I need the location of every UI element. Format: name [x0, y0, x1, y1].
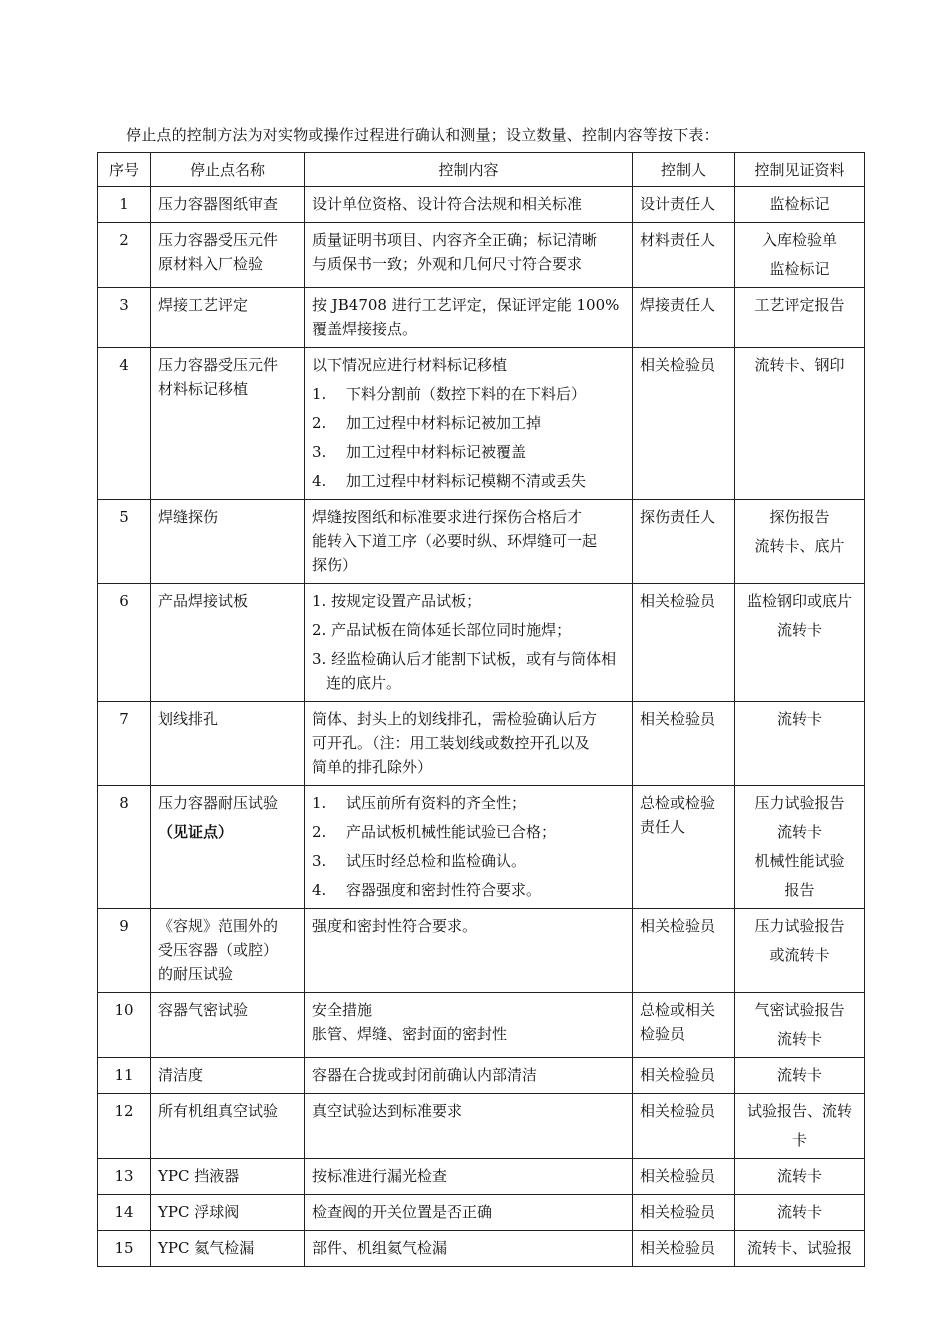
- control-content: [305, 187, 633, 223]
- header-person: 控制人: [633, 153, 735, 187]
- table-row: [98, 786, 865, 909]
- list-number: 4.: [312, 881, 327, 899]
- controller-line: 检验员: [640, 1025, 686, 1043]
- header-evidence: 控制见证资料: [735, 153, 865, 187]
- control-content: [305, 993, 633, 1058]
- content-list-item: [312, 820, 625, 844]
- row-number: 3: [98, 288, 151, 348]
- name-line: 压力容器耐压试验: [158, 794, 279, 812]
- evidence-line: 压力试验报告: [754, 917, 845, 935]
- stop-point-name: [151, 786, 305, 909]
- content-list-item: [312, 469, 625, 493]
- control-content: [305, 702, 633, 786]
- control-content: [305, 500, 633, 584]
- control-content: [305, 288, 633, 348]
- evidence-line: 流转卡: [776, 621, 822, 639]
- header-name: 停止点名称: [151, 153, 305, 187]
- stop-point-name: [151, 702, 305, 786]
- control-content: [305, 786, 633, 909]
- evidence-line: 探伤报告: [769, 508, 830, 526]
- evidence-documents: [735, 702, 865, 786]
- controller: [633, 1094, 735, 1159]
- evidence-line: 流转卡: [776, 1066, 822, 1084]
- list-number: 1.: [312, 794, 327, 812]
- control-content: [305, 223, 633, 288]
- row-number: 13: [98, 1159, 151, 1195]
- evidence-line: 气密试验报告: [754, 1001, 845, 1019]
- header-content: 控制内容: [305, 153, 633, 187]
- table-row: [98, 223, 865, 288]
- controller: [633, 702, 735, 786]
- table-row: [98, 1058, 865, 1094]
- content-list-item: [312, 791, 625, 815]
- list-number: 2.: [312, 823, 327, 841]
- name-line: 材料标记移植: [158, 380, 249, 398]
- name-line: 产品焊接试板: [158, 592, 249, 610]
- table-row: [98, 584, 865, 702]
- controller: [633, 223, 735, 288]
- stop-point-name: [151, 288, 305, 348]
- content-line: 焊缝按图纸和标准要求进行探伤合格后才: [312, 508, 583, 526]
- row-number: 11: [98, 1058, 151, 1094]
- evidence-line: 监检钢印或底片: [746, 592, 852, 610]
- evidence-line: 压力试验报告: [754, 794, 845, 812]
- stop-point-name: [151, 909, 305, 993]
- name-line: 所有机组真空试验: [158, 1102, 279, 1120]
- content-line: 安全措施: [312, 1001, 373, 1019]
- controller: [633, 786, 735, 909]
- control-content: [305, 584, 633, 702]
- table-row: [98, 1195, 865, 1231]
- evidence-line: 监检标记: [769, 195, 830, 213]
- header-no: 序号: [98, 153, 151, 187]
- evidence-documents: [735, 909, 865, 993]
- evidence-documents: [735, 786, 865, 909]
- content-line: 部件、机组氦气检漏: [312, 1239, 448, 1257]
- controller: [633, 1195, 735, 1231]
- content-line: 按 JB4708 进行工艺评定，保证评定能 100%: [312, 296, 620, 314]
- content-line: 能转入下道工序（必要时纵、环焊缝可一起: [312, 532, 598, 550]
- evidence-line: 流转卡: [776, 1030, 822, 1048]
- row-number: 1: [98, 187, 151, 223]
- stop-point-name: [151, 500, 305, 584]
- intro-text: 停止点的控制方法为对实物或操作过程进行确认和测量；设立数量、控制内容等按下表：: [126, 126, 719, 144]
- stop-point-name: [151, 223, 305, 288]
- evidence-line: 流转卡、钢印: [754, 356, 845, 374]
- evidence-line: 试验报告、流转: [746, 1102, 852, 1120]
- list-number: 4.: [312, 472, 327, 490]
- evidence-line: 卡: [791, 1131, 807, 1149]
- controller: [633, 993, 735, 1058]
- row-number: 5: [98, 500, 151, 584]
- stop-point-name: [151, 1159, 305, 1195]
- list-text: 加工过程中材料标记被加工掉: [346, 414, 542, 432]
- controller-line: 相关检验员: [640, 1167, 716, 1185]
- stop-point-name: [151, 1094, 305, 1159]
- controller-line: 相关检验员: [640, 1066, 716, 1084]
- content-line: 强度和密封性符合要求。: [312, 917, 478, 935]
- evidence-line: 或流转卡: [769, 946, 830, 964]
- content-line: 质量证明书项目、内容齐全正确；标记清晰: [312, 231, 598, 249]
- controller-line: 责任人: [640, 818, 686, 836]
- row-number: 14: [98, 1195, 151, 1231]
- evidence-line: 流转卡: [776, 1167, 822, 1185]
- evidence-documents: [735, 993, 865, 1058]
- controller-line: 相关检验员: [640, 917, 716, 935]
- row-number: 15: [98, 1231, 151, 1267]
- content-line: 覆盖焊接接点。: [312, 320, 418, 338]
- controller-line: 探伤责任人: [640, 508, 716, 526]
- table-row: [98, 288, 865, 348]
- controller-line: 总检或检验: [640, 794, 716, 812]
- control-content: [305, 1058, 633, 1094]
- content-line: 设计单位资格、设计符合法规和相关标准: [312, 195, 583, 213]
- controller: [633, 1231, 735, 1267]
- content-list-item: 3. 经监检确认后才能割下试板，或有与筒体相连的底片。: [312, 650, 617, 692]
- evidence-line: 报告: [784, 881, 815, 899]
- controller: [633, 909, 735, 993]
- evidence-line: 工艺评定报告: [754, 296, 845, 314]
- controller-line: 设计责任人: [640, 195, 716, 213]
- list-text: 试压时经总检和监检确认。: [346, 852, 527, 870]
- list-text: 加工过程中材料标记被覆盖: [346, 443, 527, 461]
- table-row: [98, 187, 865, 223]
- evidence-documents: [735, 1159, 865, 1195]
- controller: [633, 348, 735, 500]
- controller-line: 总检或相关: [640, 1001, 716, 1019]
- controller: [633, 288, 735, 348]
- control-content: [305, 348, 633, 500]
- control-content: [305, 909, 633, 993]
- control-content: [305, 1231, 633, 1267]
- evidence-documents: [735, 348, 865, 500]
- evidence-line: 机械性能试验: [754, 852, 845, 870]
- evidence-documents: [735, 187, 865, 223]
- evidence-line: 入库检验单: [761, 231, 837, 249]
- content-line: 容器在合拢或封闭前确认内部清洁: [312, 1066, 538, 1084]
- evidence-documents: [735, 1094, 865, 1159]
- stop-point-name: [151, 348, 305, 500]
- controller-line: 焊接责任人: [640, 296, 716, 314]
- controller-line: 相关检验员: [640, 356, 716, 374]
- controller-line: 材料责任人: [640, 231, 716, 249]
- content-line: 检查阀的开关位置是否正确: [312, 1203, 493, 1221]
- content-line: 胀管、焊缝、密封面的密封性: [312, 1025, 508, 1043]
- content-list-item: 2. 产品试板在筒体延长部位同时施焊；: [312, 621, 572, 639]
- name-line: YPC 挡液器: [158, 1167, 240, 1185]
- stop-point-name: [151, 584, 305, 702]
- control-content: [305, 1159, 633, 1195]
- content-line: 简单的排孔除外）: [312, 758, 433, 776]
- name-line: 划线排孔: [158, 710, 219, 728]
- content-list-item: [312, 411, 625, 435]
- row-number: 2: [98, 223, 151, 288]
- content-list-item: [312, 878, 625, 902]
- stop-point-name: [151, 1195, 305, 1231]
- list-text: 产品试板机械性能试验已合格；: [346, 823, 557, 841]
- table-header-row: [98, 153, 865, 187]
- list-text: 下料分割前（数控下料的在下料后）: [346, 385, 587, 403]
- table-row: [98, 500, 865, 584]
- name-line: YPC 浮球阀: [158, 1203, 240, 1221]
- row-number: 8: [98, 786, 151, 909]
- row-number: 7: [98, 702, 151, 786]
- controller: [633, 1159, 735, 1195]
- content-list-item: 1. 按规定设置产品试板；: [312, 592, 482, 610]
- name-line: 压力容器受压元件: [158, 231, 279, 249]
- row-number: 10: [98, 993, 151, 1058]
- row-number: 9: [98, 909, 151, 993]
- content-line: 与质保书一致；外观和几何尺寸符合要求: [312, 255, 583, 273]
- evidence-line: 流转卡: [776, 1203, 822, 1221]
- controller: [633, 584, 735, 702]
- controller: [633, 1058, 735, 1094]
- name-line: 原材料入厂检验: [158, 255, 264, 273]
- content-line: 按标准进行漏光检查: [312, 1167, 448, 1185]
- row-number: 4: [98, 348, 151, 500]
- list-text: 加工过程中材料标记模糊不清或丢失: [346, 472, 587, 490]
- content-line: 真空试验达到标准要求: [312, 1102, 463, 1120]
- evidence-line: 流转卡、试验报: [746, 1239, 852, 1257]
- evidence-line: 监检标记: [769, 260, 830, 278]
- stop-point-name: [151, 187, 305, 223]
- content-list-item: [312, 849, 625, 873]
- evidence-documents: [735, 500, 865, 584]
- list-number: 3.: [312, 852, 327, 870]
- name-line: 《容规》范围外的: [158, 917, 279, 935]
- content-list-item: [312, 382, 625, 406]
- evidence-documents: [735, 1195, 865, 1231]
- evidence-documents: [735, 1231, 865, 1267]
- content-line: 以下情况应进行材料标记移植: [312, 356, 508, 374]
- controller-line: 相关检验员: [640, 1239, 716, 1257]
- list-number: 3.: [312, 443, 327, 461]
- stop-point-name: [151, 993, 305, 1058]
- stop-point-table: [97, 152, 865, 1267]
- name-line: 压力容器受压元件: [158, 356, 279, 374]
- name-line: 的耐压试验: [158, 965, 234, 983]
- row-number: 12: [98, 1094, 151, 1159]
- list-text: 容器强度和密封性符合要求。: [346, 881, 542, 899]
- controller-line: 相关检验员: [640, 592, 716, 610]
- name-line: 清洁度: [158, 1066, 204, 1084]
- evidence-line: 流转卡: [776, 823, 822, 841]
- control-content: [305, 1195, 633, 1231]
- table-row: [98, 1094, 865, 1159]
- table-row: [98, 909, 865, 993]
- evidence-line: 流转卡: [776, 710, 822, 728]
- list-number: 2.: [312, 414, 327, 432]
- table-row: [98, 702, 865, 786]
- controller-line: 相关检验员: [640, 710, 716, 728]
- list-number: 1.: [312, 385, 327, 403]
- name-line: 容器气密试验: [158, 1001, 249, 1019]
- name-line: YPC 氦气检漏: [158, 1239, 255, 1257]
- name-line: 受压容器（或腔）: [158, 941, 279, 959]
- row-number: 6: [98, 584, 151, 702]
- evidence-documents: [735, 584, 865, 702]
- controller: [633, 500, 735, 584]
- table-row: [98, 348, 865, 500]
- controller-line: 相关检验员: [640, 1102, 716, 1120]
- stop-point-name: [151, 1231, 305, 1267]
- table-row: [98, 1231, 865, 1267]
- witness-point-label: （见证点）: [158, 823, 234, 841]
- control-content: [305, 1094, 633, 1159]
- name-line: 焊接工艺评定: [158, 296, 249, 314]
- controller-line: 相关检验员: [640, 1203, 716, 1221]
- evidence-documents: [735, 1058, 865, 1094]
- content-line: 探伤）: [312, 556, 358, 574]
- table-row: [98, 1159, 865, 1195]
- name-line: 焊缝探伤: [158, 508, 219, 526]
- list-text: 试压前所有资料的齐全性；: [346, 794, 527, 812]
- stop-point-name: [151, 1058, 305, 1094]
- controller: [633, 187, 735, 223]
- content-list-item: [312, 440, 625, 464]
- content-line: 筒体、封头上的划线排孔，需检验确认后方: [312, 710, 598, 728]
- table-row: [98, 993, 865, 1058]
- name-line: 压力容器图纸审查: [158, 195, 279, 213]
- evidence-documents: [735, 223, 865, 288]
- evidence-documents: [735, 288, 865, 348]
- content-line: 可开孔。（注：用工装划线或数控开孔以及: [312, 734, 590, 752]
- evidence-line: 流转卡、底片: [754, 537, 845, 555]
